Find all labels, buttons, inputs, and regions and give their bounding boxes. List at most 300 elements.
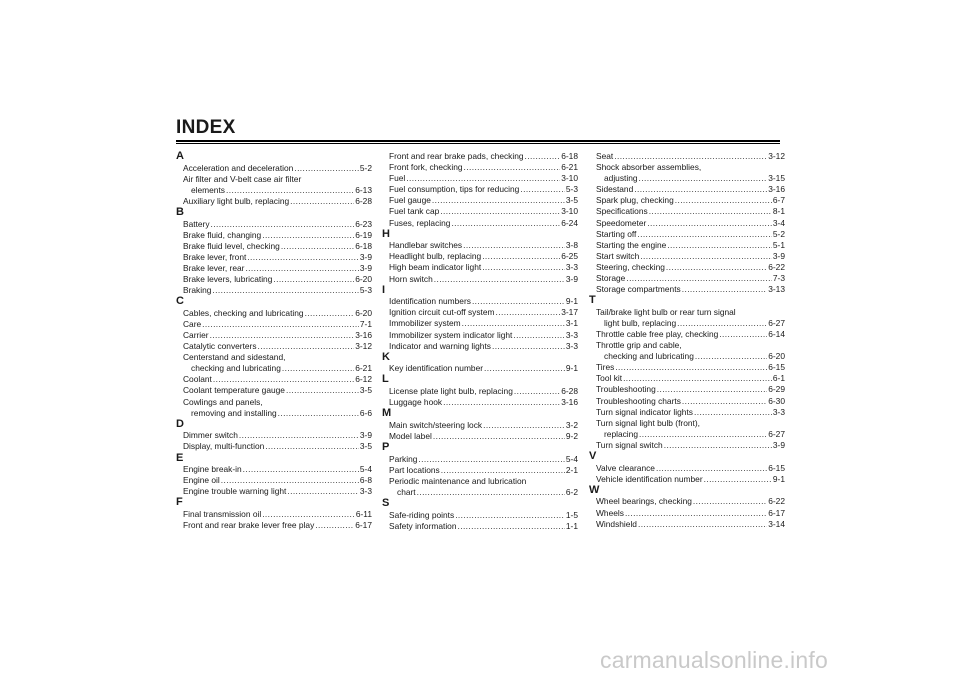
entry-page-number: 7-3 — [772, 273, 785, 284]
entry-text: Luggage hook — [389, 397, 443, 408]
entry-text: Acceleration and deceleration — [183, 162, 294, 173]
entry-text: Storage — [596, 273, 626, 284]
index-entry — [382, 296, 578, 307]
entry-text: Engine trouble warning light — [183, 486, 287, 497]
entry-page-number: 6-12 — [355, 374, 372, 385]
index-entry — [176, 163, 372, 174]
entry-page-number: 6-2 — [565, 486, 578, 497]
entry-text: Troubleshooting — [596, 384, 656, 395]
entry-text: Wheels — [596, 507, 624, 518]
leader-dots — [647, 218, 772, 229]
entry-text: High beam indicator light — [389, 262, 482, 273]
leader-dots — [657, 384, 767, 395]
entry-page-number: 6-11 — [355, 509, 372, 519]
entry-text: Brake lever, rear — [183, 262, 245, 273]
entry-page-number: 3-15 — [768, 173, 785, 184]
entry-page-number: 3-1 — [565, 318, 578, 329]
index-entry — [589, 284, 785, 295]
index-entry-heading — [176, 352, 372, 363]
entry-text: Turn signal indicator lights — [596, 406, 693, 417]
entry-text: Battery — [183, 218, 210, 229]
index-entry — [589, 229, 785, 240]
index-entry — [589, 218, 785, 229]
entry-page-number: 6-23 — [355, 218, 372, 229]
leader-dots — [273, 274, 354, 285]
entry-page-number: 3-5 — [359, 385, 372, 396]
entry-text: light bulb, replacing — [604, 317, 677, 328]
leader-dots — [525, 151, 561, 162]
index-letter: M — [382, 407, 392, 420]
entry-page-number: 5-3 — [565, 184, 578, 195]
entry-text: Care — [183, 318, 202, 329]
index-entry — [176, 475, 372, 486]
leader-dots — [640, 251, 772, 262]
index-entry — [589, 240, 785, 251]
index-entry — [176, 252, 372, 263]
index-entry — [176, 230, 372, 241]
entry-text: Braking — [183, 285, 212, 296]
leader-dots — [443, 397, 560, 408]
entry-text: Front and rear brake pads, checking — [389, 151, 524, 161]
entry-text: Tires — [596, 362, 615, 373]
leader-dots — [294, 163, 359, 174]
entry-text: Tool kit — [596, 373, 623, 384]
entry-page-number: 3-9 — [772, 250, 785, 261]
entry-page-number: 3-5 — [359, 441, 372, 452]
index-entry — [589, 329, 785, 340]
entry-page-number: 3-5 — [565, 195, 578, 206]
index-letter: L — [382, 373, 389, 386]
entry-text: Starting the engine — [596, 239, 667, 250]
entry-page-number: 6-14 — [768, 329, 785, 339]
leader-dots — [305, 308, 355, 319]
index-entry-heading — [589, 162, 785, 173]
leader-dots — [666, 262, 767, 273]
index-letter: A — [176, 150, 184, 162]
index-entry — [589, 474, 785, 485]
entry-page-number: 3-3 — [565, 329, 578, 340]
entry-page-number: 3-14 — [768, 518, 785, 529]
index-entry — [589, 251, 785, 262]
index-entry — [589, 396, 785, 407]
entry-page-number: 3-12 — [768, 151, 785, 161]
entry-text: Turn signal switch — [596, 439, 663, 450]
entry-text: Horn switch — [389, 273, 433, 284]
index-entry — [176, 363, 372, 374]
entry-page-number: 5-2 — [772, 228, 785, 239]
index-entry — [176, 263, 372, 274]
index-letter: C — [176, 295, 184, 308]
leader-dots — [258, 341, 355, 352]
index-column-2 — [382, 151, 578, 532]
index-entry — [589, 173, 785, 184]
entry-text: Safety information — [389, 520, 457, 531]
entry-page-number: 3-10 — [561, 206, 578, 217]
leader-dots — [626, 273, 772, 284]
entry-page-number: 3-17 — [561, 307, 578, 318]
index-column-3 — [589, 151, 785, 530]
index-letter: T — [589, 294, 596, 307]
leader-dots — [637, 229, 772, 240]
leader-dots — [262, 230, 354, 241]
leader-dots — [682, 284, 768, 295]
leader-dots — [221, 475, 359, 486]
index-entry — [382, 397, 578, 408]
entry-page-number: 6-15 — [768, 362, 785, 373]
index-entry — [176, 486, 372, 497]
entry-page-number: 3-8 — [565, 240, 578, 251]
index-entry — [382, 510, 578, 521]
entry-page-number: 3-3 — [772, 406, 785, 417]
leader-dots — [675, 195, 772, 206]
leader-dots — [639, 429, 767, 440]
entry-page-number: 6-1 — [772, 373, 785, 384]
leader-dots — [639, 173, 768, 184]
entry-page-number: 3-4 — [772, 217, 785, 228]
entry-page-number: 5-4 — [565, 453, 578, 464]
index-entry — [589, 351, 785, 362]
index-entry-heading — [589, 418, 785, 429]
entry-page-number: 6-17 — [355, 520, 372, 531]
entry-text: Brake fluid level, checking — [183, 240, 280, 251]
index-entry — [382, 274, 578, 285]
index-entry — [176, 319, 372, 330]
index-entry — [382, 251, 578, 262]
leader-dots — [483, 420, 565, 431]
index-entry — [589, 384, 785, 395]
entry-page-number: 6-21 — [355, 363, 372, 374]
leader-dots — [484, 363, 565, 374]
entry-page-number: 9-1 — [565, 363, 578, 374]
index-entry — [176, 285, 372, 296]
entry-text: Display, multi-function — [183, 441, 265, 452]
index-entry — [176, 385, 372, 396]
entry-text: Fuel gauge — [389, 195, 431, 206]
leader-dots — [315, 520, 354, 531]
index-entry — [589, 184, 785, 195]
entry-page-number: 6-15 — [768, 462, 785, 473]
leader-dots — [514, 386, 560, 397]
index-letter: H — [382, 227, 390, 240]
leader-dots — [492, 341, 565, 352]
leader-dots — [247, 252, 359, 263]
entry-text: Headlight bulb, replacing — [389, 251, 482, 262]
leader-dots — [496, 307, 561, 318]
entry-page-number: 6-21 — [561, 162, 578, 173]
entry-text: Auxiliary light bulb, replacing — [183, 195, 290, 206]
index-entry — [382, 318, 578, 329]
entry-page-number: 6-17 — [768, 507, 785, 518]
entry-page-number: 6-18 — [355, 240, 372, 251]
leader-dots — [212, 285, 358, 296]
entry-text: Brake fluid, changing — [183, 229, 262, 240]
entry-text: Starting off — [596, 228, 637, 239]
index-entry — [589, 440, 785, 451]
index-entry — [382, 240, 578, 251]
entry-text: Cables, checking and lubricating — [183, 307, 304, 318]
index-entry — [382, 262, 578, 273]
index-entry — [382, 330, 578, 341]
entry-page-number: 5-2 — [359, 162, 372, 173]
index-entry — [176, 430, 372, 441]
entry-page-number: 9-2 — [565, 430, 578, 441]
watermark: carmanualsonline.info — [600, 647, 828, 673]
entry-text: Turn signal light bulb (front), — [596, 417, 700, 428]
entry-page-number: 6-30 — [768, 395, 785, 406]
index-entry — [382, 184, 578, 195]
entry-page-number: 3-16 — [355, 330, 372, 340]
entry-text: elements — [191, 184, 225, 195]
entry-page-number: 3-2 — [565, 419, 578, 430]
leader-dots — [245, 263, 358, 274]
index-letter: K — [382, 350, 390, 363]
entry-page-number: 6-28 — [355, 195, 372, 206]
entry-text: Periodic maintenance and lubrication — [389, 475, 527, 486]
index-entry — [589, 463, 785, 474]
index-entry — [176, 330, 372, 341]
entry-text: Spark plug, checking — [596, 195, 674, 206]
entry-page-number: 7-1 — [359, 318, 372, 329]
leader-dots — [682, 396, 767, 407]
entry-text: Speedometer — [596, 217, 647, 228]
index-entry — [382, 151, 578, 162]
index-entry-heading — [589, 307, 785, 318]
entry-page-number: 6-27 — [768, 428, 785, 439]
leader-dots — [458, 521, 565, 532]
title-rule-thin — [176, 143, 780, 144]
entry-page-number: 6-19 — [355, 229, 372, 240]
entry-text: Main switch/steering lock — [389, 419, 483, 430]
entry-text: Wheel bearings, checking — [596, 496, 692, 507]
index-entry — [176, 464, 372, 475]
index-entry — [176, 308, 372, 319]
leader-dots — [482, 262, 565, 273]
entry-page-number: 3-10 — [561, 173, 578, 184]
leader-dots — [290, 196, 354, 207]
entry-text: Throttle grip and cable, — [596, 340, 682, 351]
index-entry — [589, 429, 785, 440]
leader-dots — [638, 519, 767, 530]
index-entry-heading — [382, 476, 578, 487]
leader-dots — [482, 251, 560, 262]
entry-text: Specifications — [596, 206, 648, 217]
entry-page-number: 3-3 — [359, 486, 372, 497]
entry-page-number: 6-8 — [359, 475, 372, 486]
entry-text: Ignition circuit cut-off system — [389, 307, 495, 318]
index-letter: W — [589, 483, 600, 496]
entry-text: Dimmer switch — [183, 430, 238, 441]
entry-page-number: 3-12 — [355, 341, 372, 352]
leader-dots — [432, 195, 565, 206]
entry-text: Front and rear brake lever free play — [183, 520, 315, 531]
leader-dots — [265, 441, 359, 452]
entry-page-number: 6-20 — [355, 307, 372, 318]
index-entry — [176, 441, 372, 452]
entry-text: Cowlings and panels, — [183, 396, 263, 407]
entry-page-number: 3-9 — [772, 439, 785, 450]
index-entry — [382, 307, 578, 318]
leader-dots — [213, 374, 354, 385]
leader-dots — [202, 319, 359, 330]
entry-page-number: 6-22 — [768, 261, 785, 272]
entry-page-number: 6-20 — [355, 274, 372, 285]
entry-page-number: 6-6 — [359, 407, 372, 418]
entry-page-number: 5-4 — [359, 464, 372, 475]
leader-dots — [614, 151, 767, 162]
index-entry — [176, 520, 372, 531]
entry-text: Seat — [596, 151, 614, 161]
leader-dots — [656, 463, 767, 474]
leader-dots — [520, 184, 565, 195]
entry-page-number: 6-25 — [561, 251, 578, 262]
leader-dots — [623, 373, 772, 384]
entry-page-number: 9-1 — [565, 296, 578, 307]
page-title: INDEX — [176, 117, 236, 138]
entry-page-number: 3-13 — [768, 284, 785, 295]
entry-text: Windshield — [596, 518, 637, 529]
entry-text: Engine oil — [183, 475, 220, 486]
entry-text: Air filter and V-belt case air filter — [183, 173, 302, 184]
entry-text: checking and lubricating — [604, 351, 694, 362]
leader-dots — [262, 509, 355, 520]
index-entry — [176, 219, 372, 230]
leader-dots — [462, 318, 565, 329]
index-letter: B — [176, 205, 184, 218]
index-entry — [589, 508, 785, 519]
entry-text: Front fork, checking — [389, 162, 463, 173]
leader-dots — [704, 474, 772, 485]
leader-dots — [243, 464, 359, 475]
entry-text: Carrier — [183, 330, 209, 340]
entry-text: Valve clearance — [596, 462, 655, 473]
index-entry — [382, 386, 578, 397]
entry-text: Indicator and warning lights — [389, 340, 491, 351]
leader-dots — [625, 508, 767, 519]
leader-dots — [226, 185, 354, 196]
leader-dots — [455, 510, 565, 521]
entry-text: replacing — [604, 428, 638, 439]
entry-page-number: 6-20 — [768, 351, 785, 362]
leader-dots — [286, 385, 359, 396]
entry-page-number: 2-1 — [565, 464, 578, 475]
index-entry — [589, 273, 785, 284]
leader-dots — [472, 296, 565, 307]
leader-dots — [278, 408, 359, 419]
entry-text: Final transmission oil — [183, 509, 262, 519]
entry-text: Sidestand — [596, 184, 634, 195]
entry-text: Vehicle identification number — [596, 473, 703, 484]
index-entry — [382, 487, 578, 498]
index-entry — [382, 521, 578, 532]
leader-dots — [417, 487, 565, 498]
leader-dots — [695, 351, 767, 362]
index-entry — [589, 362, 785, 373]
index-entry — [176, 341, 372, 352]
entry-page-number: 6-29 — [768, 384, 785, 395]
index-entry — [589, 496, 785, 507]
entry-page-number: 3-9 — [359, 262, 372, 273]
entry-text: Key identification number — [389, 363, 484, 374]
entry-text: chart — [397, 486, 416, 497]
index-entry — [382, 162, 578, 173]
entry-text: Brake levers, lubricating — [183, 274, 273, 285]
entry-text: Coolant — [183, 374, 212, 385]
entry-text: Engine break-in — [183, 464, 242, 475]
entry-text: License plate light bulb, replacing — [389, 385, 513, 396]
entry-text: Parking — [389, 453, 418, 464]
entry-page-number: 3-16 — [561, 397, 578, 408]
entry-text: Fuel tank cap — [389, 206, 440, 217]
leader-dots — [287, 486, 359, 497]
index-letter: D — [176, 417, 184, 430]
index-entry — [589, 373, 785, 384]
index-entry — [382, 465, 578, 476]
entry-text: Coolant temperature gauge — [183, 385, 285, 396]
index-entry — [382, 218, 578, 229]
leader-dots — [693, 496, 767, 507]
index-entry — [176, 408, 372, 419]
entry-text: Shock absorber assemblies, — [596, 162, 702, 173]
entry-text: Troubleshooting charts — [596, 395, 681, 406]
index-entry — [176, 274, 372, 285]
leader-dots — [418, 454, 564, 465]
entry-text: Fuses, replacing — [389, 217, 451, 228]
index-letter: V — [589, 450, 597, 463]
leader-dots — [282, 363, 354, 374]
index-letter: S — [382, 496, 390, 509]
index-entry — [382, 420, 578, 431]
entry-text: adjusting — [604, 173, 638, 184]
entry-text: Fuel — [389, 173, 406, 184]
index-entry — [382, 195, 578, 206]
entry-text: Centerstand and sidestand, — [183, 352, 286, 363]
leader-dots — [464, 162, 561, 173]
index-entry — [382, 341, 578, 352]
leader-dots — [433, 431, 565, 442]
entry-page-number: 3-16 — [768, 184, 785, 195]
index-entry — [589, 318, 785, 329]
entry-text: Steering, checking — [596, 261, 665, 272]
entry-page-number: 6-18 — [561, 151, 578, 161]
entry-text: Storage compartments — [596, 284, 681, 295]
entry-text: Part locations — [389, 464, 440, 475]
entry-text: checking and lubricating — [191, 363, 281, 374]
title-rule — [176, 140, 780, 142]
entry-page-number: 6-28 — [561, 385, 578, 396]
entry-text: Throttle cable free play, checking — [596, 329, 719, 339]
leader-dots — [649, 206, 772, 217]
entry-page-number: 8-1 — [772, 206, 785, 217]
index-letter: I — [382, 283, 386, 296]
index-letter: F — [176, 496, 183, 509]
entry-page-number: 5-1 — [772, 239, 785, 250]
entry-text: Brake lever, front — [183, 251, 247, 262]
leader-dots — [634, 184, 767, 195]
entry-text: Immobilizer system indicator light — [389, 329, 513, 340]
leader-dots — [451, 218, 560, 229]
entry-page-number: 9-1 — [772, 473, 785, 484]
entry-page-number: 6-7 — [772, 195, 785, 206]
index-entry — [589, 519, 785, 530]
index-entry — [589, 195, 785, 206]
index-entry — [176, 185, 372, 196]
index-entry — [382, 206, 578, 217]
index-entry — [382, 454, 578, 465]
leader-dots — [239, 430, 359, 441]
entry-page-number: 3-9 — [565, 273, 578, 284]
entry-page-number: 3-9 — [359, 251, 372, 262]
leader-dots — [210, 330, 355, 341]
